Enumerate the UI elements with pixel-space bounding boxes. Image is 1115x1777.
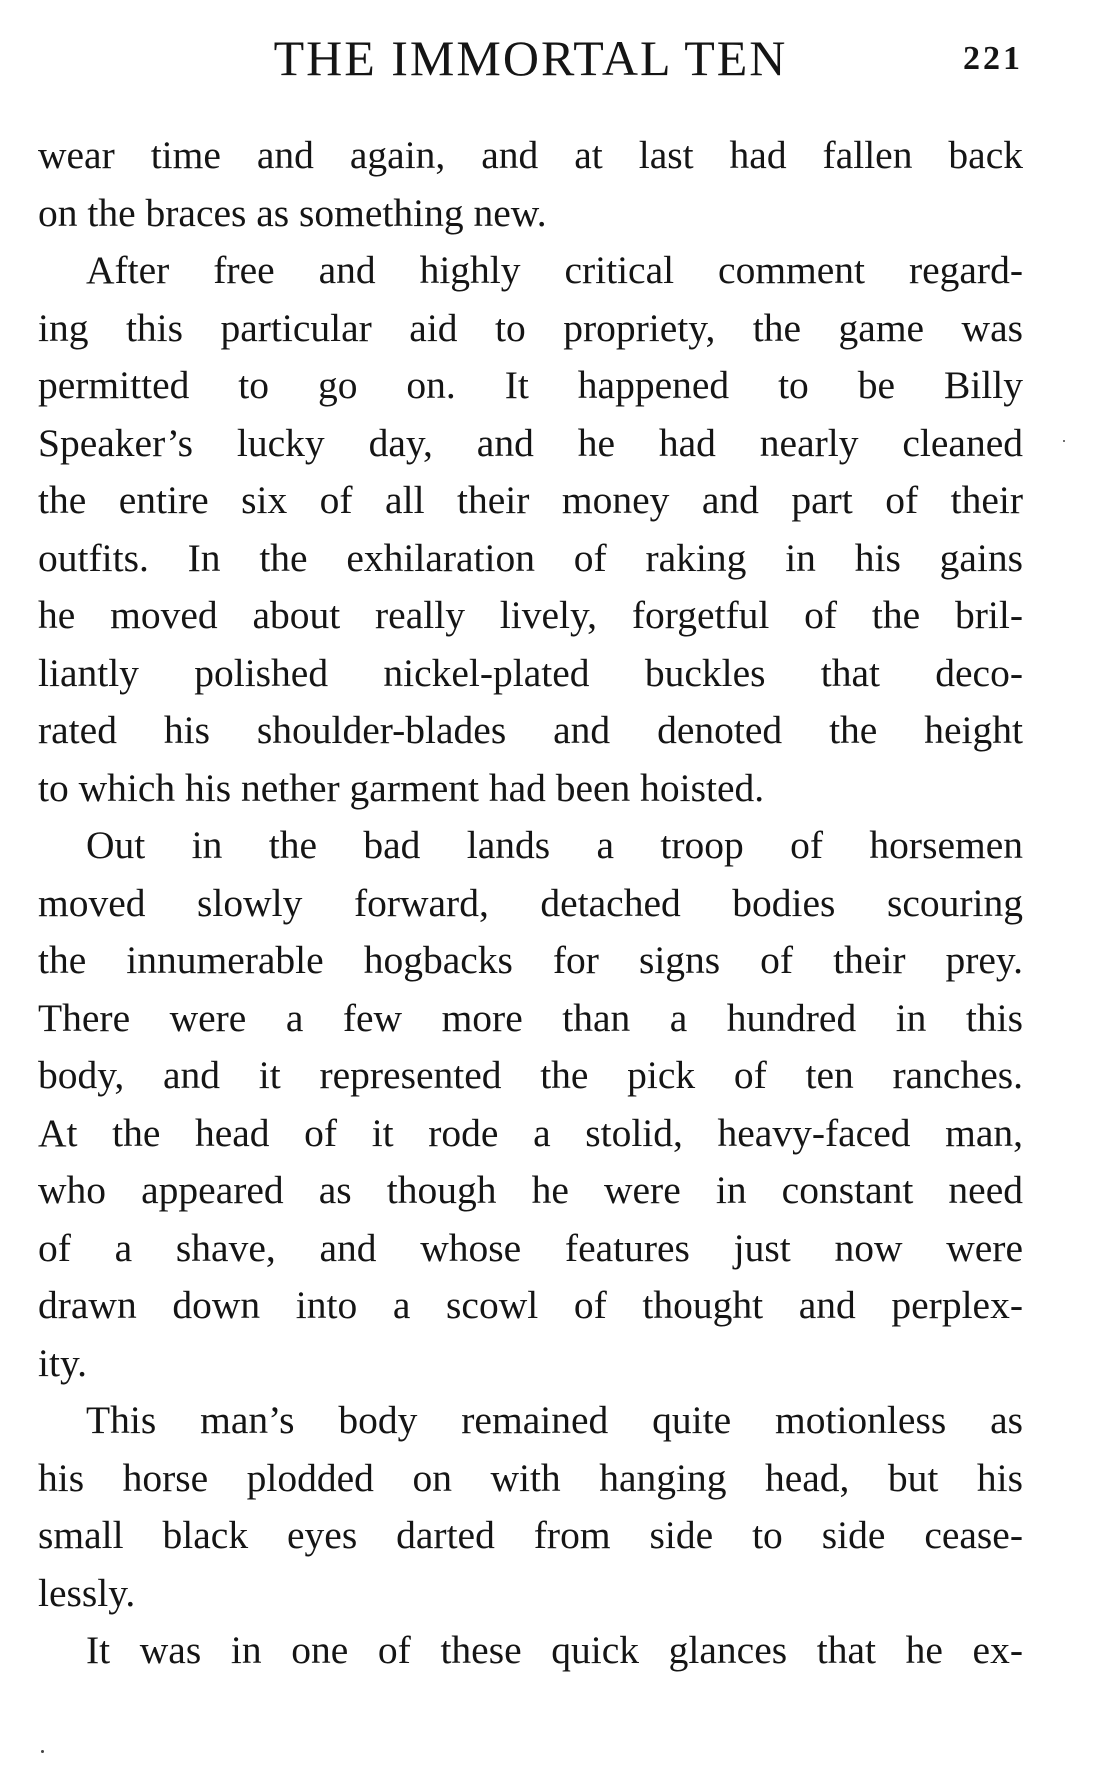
text-line: his horse plodded on with hanging head, but his bbox=[38, 1455, 1023, 1500]
text-line: who appeared as though he were in constant need bbox=[38, 1168, 1023, 1212]
text-line: body, and it represented the pick of ten ranches. bbox=[38, 1053, 1023, 1097]
running-head bbox=[38, 28, 1023, 88]
paragraph bbox=[38, 1392, 1023, 1622]
body-text bbox=[38, 127, 1023, 1680]
running-title: THE IMMORTAL TEN bbox=[273, 30, 788, 86]
text-line: ity. bbox=[38, 1340, 88, 1385]
text-line: the entire six of all their money and part of their bbox=[38, 478, 1023, 522]
text-line: At the head of it rode a stolid, heavy-faced man, bbox=[38, 1110, 1023, 1155]
text-line: liantly polished nickel-plated buckles that deco- bbox=[38, 650, 1023, 695]
text-line: the innumerable hogbacks for signs of their prey. bbox=[38, 938, 1023, 982]
text-line: he moved about really lively, forgetful of the bril- bbox=[38, 593, 1023, 637]
text-line: on the braces as something new. bbox=[38, 190, 547, 235]
text-line: outfits. In the exhilaration of raking in his gains bbox=[38, 535, 1023, 580]
text-line: rated his shoulder-blades and denoted the height bbox=[38, 708, 1023, 752]
text-line: Speaker’s lucky day, and he had nearly cleaned bbox=[38, 420, 1023, 465]
text-line: of a shave, and whose features just now were bbox=[38, 1225, 1023, 1270]
scan-speck bbox=[41, 1750, 44, 1753]
text-line: to which his nether garment had been hoisted. bbox=[38, 765, 765, 810]
paragraph bbox=[38, 817, 1023, 1392]
text-line: lessly. bbox=[38, 1570, 136, 1615]
paragraph bbox=[38, 242, 1023, 817]
text-line: moved slowly forward, detached bodies scouring bbox=[38, 880, 1023, 925]
text-line: It was in one of these quick glances that he ex- bbox=[86, 1628, 1023, 1672]
text-line: This man’s body remained quite motionless as bbox=[86, 1398, 1023, 1442]
paragraph bbox=[38, 127, 1023, 242]
text-line: wear time and again, and at last had fallen back bbox=[38, 133, 1023, 177]
text-line: permitted to go on. It happened to be Billy bbox=[38, 363, 1023, 407]
text-line: Out in the bad lands a troop of horsemen bbox=[86, 823, 1023, 867]
text-line: ing this particular aid to propriety, the game was bbox=[38, 305, 1023, 350]
text-line: After free and highly critical comment regard- bbox=[86, 248, 1023, 292]
text-line: There were a few more than a hundred in this bbox=[38, 995, 1023, 1040]
page-number: 221 bbox=[963, 40, 1023, 77]
text-line: drawn down into a scowl of thought and perplex- bbox=[38, 1283, 1023, 1327]
paragraph bbox=[38, 1622, 1023, 1680]
text-line: small black eyes darted from side to side cease- bbox=[38, 1513, 1023, 1557]
scan-speck bbox=[1063, 440, 1065, 442]
